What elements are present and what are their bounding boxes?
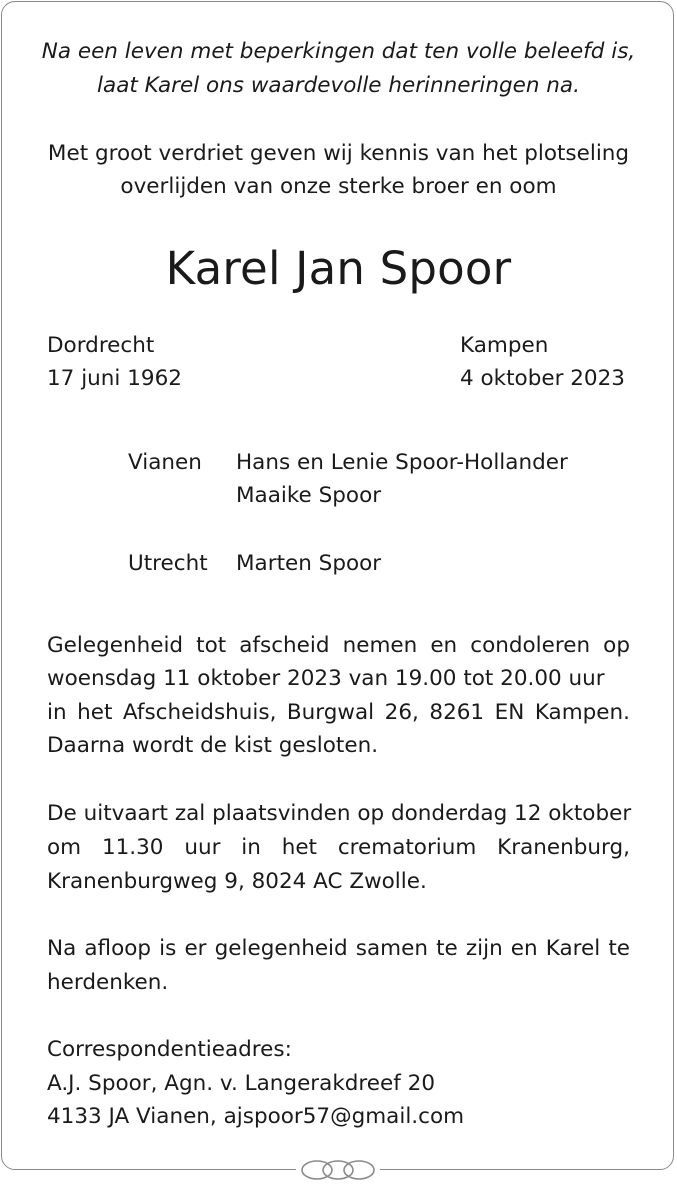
funeral-line-1: De uitvaart zal plaatsvinden op donderdag 12 oktober <box>47 801 632 826</box>
farewell-line-4: Daarna wordt de kist gesloten. <box>47 733 379 758</box>
interlinked-rings-icon <box>296 1158 380 1182</box>
correspondence-label: Correspondentieadres: <box>47 1037 292 1062</box>
announcement-line-1: Met groot verdriet geven wij kennis van het plotseling <box>47 141 630 166</box>
birth-date: 17 juni 1962 <box>47 366 182 391</box>
family-name: Maaike Spoor <box>236 483 382 508</box>
farewell-line-2: woensdag 11 oktober 2023 van 19.00 tot 20.00 uur <box>47 666 605 691</box>
correspondence-address: A.J. Spoor, Agn. v. Langerakdreef 20 <box>47 1071 436 1096</box>
funeral-line-2: om 11.30 uur in het crematorium Kranenburg, <box>47 835 630 860</box>
announcement-line-2: overlijden van onze sterke broer en oom <box>120 174 557 199</box>
family-place: Vianen <box>128 450 202 475</box>
intro-line-2: laat Karel ons waardevolle herinneringen na. <box>97 73 580 98</box>
deceased-name: Karel Jan Spoor <box>165 242 512 295</box>
family-name: Marten Spoor <box>236 551 382 576</box>
death-date: 4 oktober 2023 <box>460 366 625 391</box>
birth-place: Dordrecht <box>47 333 155 358</box>
ornament <box>296 1158 380 1182</box>
farewell-line-3: in het Afscheidshuis, Burgwal 26, 8261 EN Kampen. <box>47 700 630 725</box>
intro-line-1: Na een leven met beperkingen dat ten volle beleefd is, <box>41 39 636 64</box>
farewell-line-1: Gelegenheid tot afscheid nemen en condoleren op <box>47 633 630 658</box>
correspondence-contact: 4133 JA Vianen, ajspoor57@gmail.com <box>47 1104 465 1129</box>
gathering-line-1: Na afloop is er gelegenheid samen te zijn en Karel te <box>47 936 630 961</box>
family-place: Utrecht <box>128 551 208 576</box>
funeral-line-3: Kranenburgweg 9, 8024 AC Zwolle. <box>47 869 427 894</box>
family-name: Hans en Lenie Spoor-Hollander <box>236 450 568 475</box>
gathering-line-2: herdenken. <box>47 970 169 995</box>
death-place: Kampen <box>460 333 549 358</box>
